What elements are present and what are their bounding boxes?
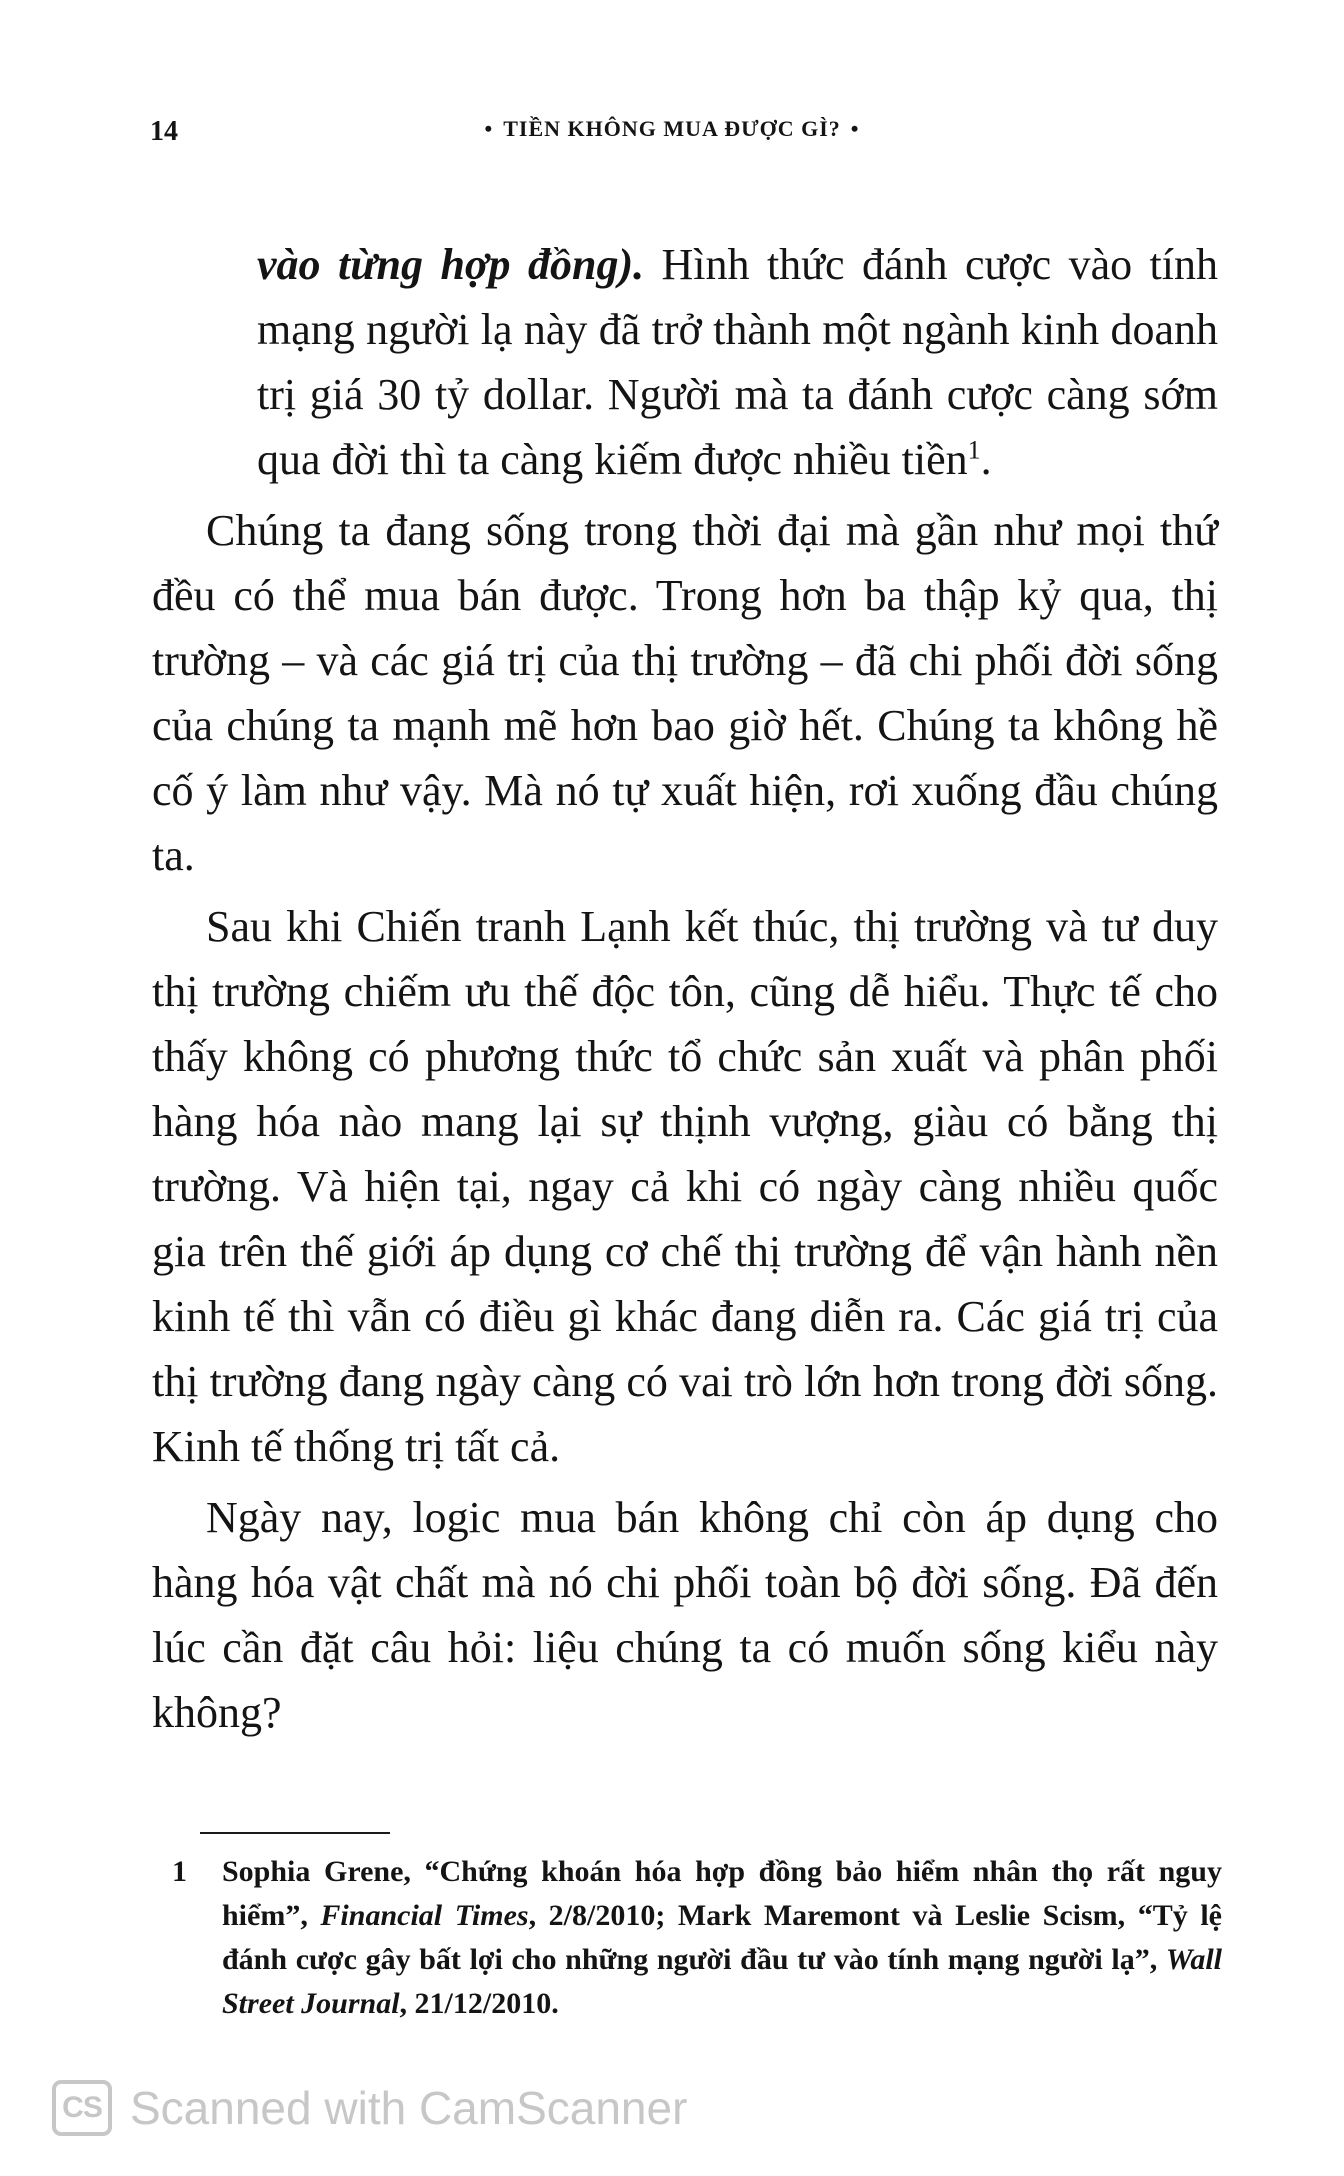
quote-end: . bbox=[980, 435, 992, 484]
running-title bbox=[150, 116, 1194, 142]
paragraph: Ngày nay, logic mua bán không chỉ còn áp dụng cho hàng hóa vật chất mà nó chi phối toàn bộ đời sống. Đã đến lúc cần đặt câu hỏi: liệu chúng ta có muốn sống kiểu này không? bbox=[152, 1493, 1218, 1737]
footnote-ref: 1 bbox=[967, 435, 981, 465]
footnote-text-1: Sophia Grene, “Chứng khoán hóa hợp đồng bảo hiểm nhân thọ rất nguy hiểm”, bbox=[222, 1855, 1222, 1932]
paragraph: Chúng ta đang sống trong thời đại mà gần như mọi thứ đều có thể mua bán được. Trong hơn ba thập kỷ qua, thị trường – và các giá trị của thị trường – đã chi phối đời sống của chúng ta mạnh mẽ hơn bao giờ hết. Chúng ta không hề cố ý làm như vậy. Mà nó tự xuất hiện, rơi xuống đầu chúng ta. bbox=[152, 506, 1218, 880]
footnote-number: 1 bbox=[172, 1855, 187, 1888]
quote-italic-lead: vào từng hợp đồng). bbox=[257, 240, 645, 289]
camscanner-logo-icon: CS bbox=[52, 2080, 112, 2136]
footnote bbox=[172, 1850, 1222, 2026]
footnote-text-2: , 2/8/2010; Mark Maremont và Leslie Scism, “Tỷ lệ đánh cược gây bất lợi cho những người đầu tư vào tính mạng người lạ”, bbox=[222, 1899, 1222, 1976]
footnote-source-1: Financial Times bbox=[320, 1899, 529, 1932]
footnote-source-2: Wall Street Journal bbox=[222, 1943, 1222, 2020]
bullet-right: • bbox=[850, 116, 860, 141]
quote-text: Hình thức đánh cược vào tính mạng người lạ này đã trở thành một ngành kinh doanh trị giá 30 tỷ dollar. Người mà ta đánh cược càng sớm qua đời thì ta càng kiếm được nhiều tiền bbox=[257, 240, 1218, 484]
watermark-text: Scanned with CamScanner bbox=[130, 2082, 688, 2134]
camscanner-watermark bbox=[52, 2072, 687, 2144]
running-head bbox=[150, 112, 1194, 152]
page-number: 14 bbox=[150, 116, 178, 147]
body-text bbox=[152, 232, 1218, 1751]
quoted-passage bbox=[152, 232, 1218, 492]
bullet-left: • bbox=[484, 116, 494, 141]
paragraph: Sau khi Chiến tranh Lạnh kết thúc, thị trường và tư duy thị trường chiếm ưu thế độc tôn, cũng dễ hiểu. Thực tế cho thấy không có phương thức tổ chức sản xuất và phân phối hàng hóa nào mang lại sự thịnh vượng, giàu có bằng thị trường. Và hiện tại, ngay cả khi có ngày càng nhiều quốc gia trên thế giới áp dụng cơ chế thị trường để vận hành nền kinh tế thì vẫn có điều gì khác đang diễn ra. Các giá trị của thị trường đang ngày càng có vai trò lớn hơn trong đời sống. Kinh tế thống trị tất cả. bbox=[152, 902, 1218, 1471]
footnote-divider bbox=[200, 1832, 390, 1834]
running-title-text: TIỀN KHÔNG MUA ĐƯỢC GÌ? bbox=[503, 116, 841, 141]
footnotes bbox=[172, 1850, 1222, 2026]
footnote-text-3: , 21/12/2010. bbox=[399, 1987, 559, 2020]
